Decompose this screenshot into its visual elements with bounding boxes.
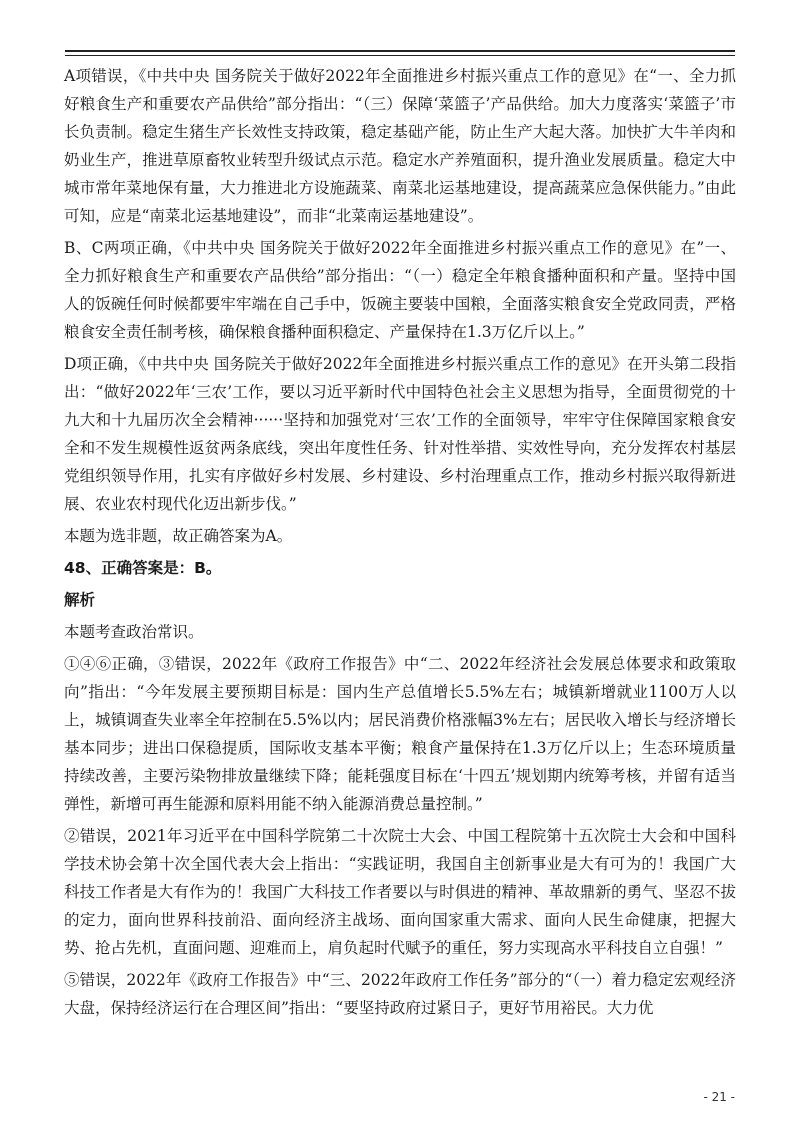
paragraph-items-146: ①④⑥正确，③错误，2022年《政府工作报告》中“二、2022年经济社会发展总体要求和政策取向”指出：“今年发展主要预期目标是：国内生产总值增长5.5%左右；城镇新增就业1100万人以上，城镇调查失业率全年控制在5.5%以内；居民消费价格涨幅3%左右；居民收入增长与经济增长基本同步；进出口保稳提质，国际收支基本平衡；粮食产量保持在1.3万亿斤以上；生态环境质量持续改善，主要污染物排放量继续下降；能耗强度目标在‘十四五’规划期内统筹考核，并留有适当弹性，新增可再生能源和原料用能不纳入能源消费总量控制。” — [64, 655, 736, 813]
paragraph-item-5: ⑤错误，2022年《政府工作报告》中“三、2022年政府工作任务”部分的“（一）着力稳定宏观经济大盘，保持经济运行在合理区间”指出：“要坚持政府过紧日子，更好节用裕民。大力优 — [64, 971, 736, 1017]
header-rule-thin — [65, 55, 735, 56]
question-48-answer: 48、正确答案是：B。 — [64, 559, 222, 577]
paragraph-q47-conclusion: 本题为选非题，故正确答案为A。 — [64, 527, 293, 545]
paragraph-option-a: A项错误，《中共中央 国务院关于做好2022年全面推进乡村振兴重点工作的意见》在“一、全力抓好粮食生产和重要农产品供给”部分指出：“（三）保障‘菜篮子’产品供给。加大力度落实‘菜篮子’市长负责制。稳定生猪生产长效性支持政策，稳定基础产能，防止生产大起大落。加快扩大牛羊肉和奶业生产，推进草原畜牧业转型升级试点示范。稳定水产养殖面积，提升渔业发展质量。稳定大中城市常年菜地保有量，大力推进北方设施蔬菜、南菜北运基地建设，提高蔬菜应急保供能力。”由此可知，应是“南菜北运基地建设”，而非“北菜南运基地建设”。 — [64, 67, 736, 225]
analysis-heading: 解析 — [64, 591, 96, 609]
paragraph-topic: 本题考查政治常识。 — [64, 623, 204, 641]
paragraph-option-bc: B、C两项正确，《中共中央 国务院关于做好2022年全面推进乡村振兴重点工作的意见》在”一、全力抓好粮食生产和重要农产品供给”部分指出：“（一）稳定全年粮食播种面积和产量。坚持中国人的饭碗任何时候都要牢牢端在自己手中，饭碗主要装中国粮，全面落实粮食安全党政同责，严格粮食安全责任制考核，确保粮食播种面积稳定、产量保持在1.3万亿斤以上。” — [64, 239, 736, 341]
header-rule-thick — [65, 50, 735, 52]
paragraph-item-2: ②错误，2021年习近平在中国科学院第二十次院士大会、中国工程院第十五次院士大会和中国科学技术协会第十次全国代表大会上指出：“实践证明，我国自主创新事业是大有可为的！我国广大科技工作者是大有作为的！我国广大科技工作者要以与时俱进的精神、革故鼎新的勇气、坚忍不拔的定力，面向世界科技前沿、面向经济主战场、面向国家重大需求、面向人民生命健康，把握大势、抢占先机，直面问题、迎难而上，肩负起时代赋予的重任，努力实现高水平科技自立自强！” — [64, 827, 736, 957]
page-number: - 21 - — [703, 1090, 735, 1104]
paragraph-option-d: D项正确，《中共中央 国务院关于做好2022年全面推进乡村振兴重点工作的意见》在开头第二段指出：“做好2022年‘三农’工作，要以习近平新时代中国特色社会主义思想为指导，全面贯彻党的十九大和十九届历次全会精神······坚持和加强党对‘三农’工作的全面领导，牢牢守住保障国家粮食安全和不发生规模性返贫两条底线，突出年度性任务、针对性举措、实效性导向，充分发挥农村基层党组织领导作用，扎实有序做好乡村发展、乡村建设、乡村治理重点工作，推动乡村振兴取得新进展、农业农村现代化迈出新步伐。” — [64, 355, 736, 513]
document-body — [64, 62, 736, 1026]
